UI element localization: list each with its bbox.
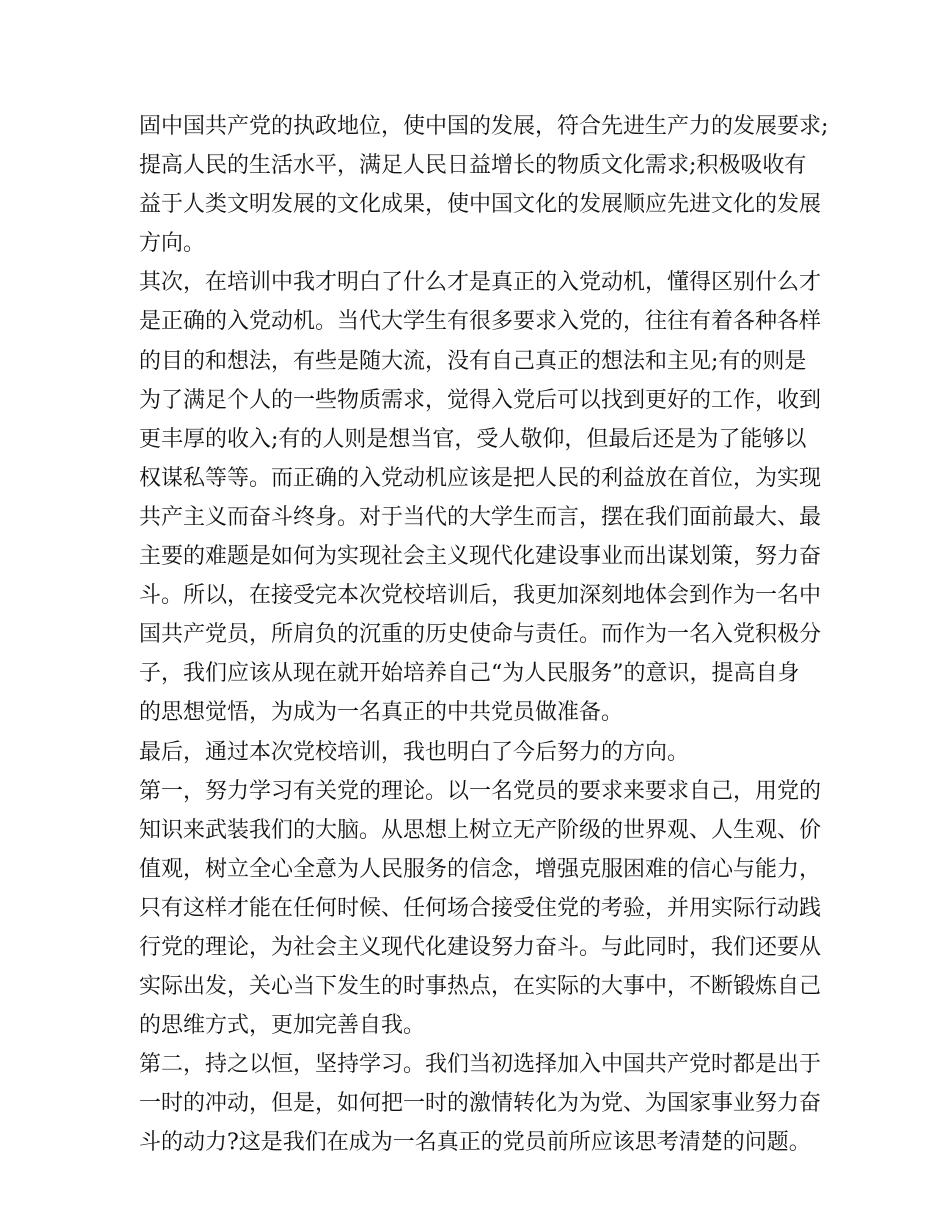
text-line: 权谋私等等。而正确的入党动机应该是把人民的利益放在首位，为实现 bbox=[139, 465, 822, 491]
document-body bbox=[139, 107, 829, 1163]
text-line: 其次，在培训中我才明白了什么才是真正的入党动机，懂得区别什么才 bbox=[139, 270, 822, 296]
text-line: 固中国共产党的执政地位，使中国的发展，符合先进生产力的发展要求; bbox=[139, 114, 829, 139]
text-line: 是正确的入党动机。当代大学生有很多要求入党的，往往有着各种各样 bbox=[139, 309, 822, 335]
text-line: 斗。所以，在接受完本次党校培训后，我更加深刻地体会到作为一名中 bbox=[139, 583, 822, 609]
text-line: 实际出发，关心当下发生的时事热点，在实际的大事中，不断锻炼自己 bbox=[139, 974, 822, 1000]
text-line: 第二，持之以恒，坚持学习。我们当初选择加入中国共产党时都是出于 bbox=[139, 1052, 822, 1078]
text-line: 主要的难题是如何为实现社会主义现代化建设事业而出谋划策，努力奋 bbox=[139, 544, 822, 570]
text-line: 国共产党员，所肩负的沉重的历史使命与责任。而作为一名入党积极分 bbox=[139, 622, 822, 648]
text-line: 只有这样才能在任何时候、任何场合接受住党的考验，并用实际行动践 bbox=[139, 895, 822, 921]
text-line: 方向。 bbox=[139, 231, 206, 257]
text-line: 共产主义而奋斗终身。对于当代的大学生而言，摆在我们面前最大、最 bbox=[139, 504, 822, 530]
text-line: 益于人类文明发展的文化成果，使中国文化的发展顺应先进文化的发展 bbox=[139, 192, 822, 218]
text-line: 为了满足个人的一些物质需求，觉得入党后可以找到更好的工作，收到 bbox=[139, 387, 822, 413]
text-line: 的思维方式，更加完善自我。 bbox=[139, 1013, 426, 1039]
text-line: 值观，树立全心全意为人民服务的信念，增强克服困难的信心与能力， bbox=[139, 856, 822, 882]
text-line: 更丰厚的收入;有的人则是想当官，受人敬仰，但最后还是为了能够以 bbox=[139, 426, 807, 452]
text-line: 行党的理论，为社会主义现代化建设努力奋斗。与此同时，我们还要从 bbox=[139, 934, 822, 960]
text-line: 一时的冲动，但是，如何把一时的激情转化为为党、为国家事业努力奋 bbox=[139, 1091, 822, 1117]
text-line: 知识来武装我们的大脑。从思想上树立无产阶级的世界观、人生观、价 bbox=[139, 817, 822, 843]
text-line: 斗的动力?这是我们在成为一名真正的党员前所应该思考清楚的问题。 bbox=[139, 1130, 811, 1156]
text-line: 第一，努力学习有关党的理论。以一名党员的要求来要求自己，用党的 bbox=[139, 778, 822, 804]
text-line: 子，我们应该从现在就开始培养自己“为人民服务”的意识，提高自身 bbox=[139, 661, 800, 687]
text-line: 的目的和想法，有些是随大流，没有自己真正的想法和主见;有的则是 bbox=[139, 348, 807, 374]
text-line: 的思想觉悟，为成为一名真正的中共党员做准备。 bbox=[139, 700, 624, 726]
text-line: 最后，通过本次党校培训，我也明白了今后努力的方向。 bbox=[139, 739, 690, 765]
text-line: 提高人民的生活水平，满足人民日益增长的物质文化需求;积极吸收有 bbox=[139, 153, 807, 179]
